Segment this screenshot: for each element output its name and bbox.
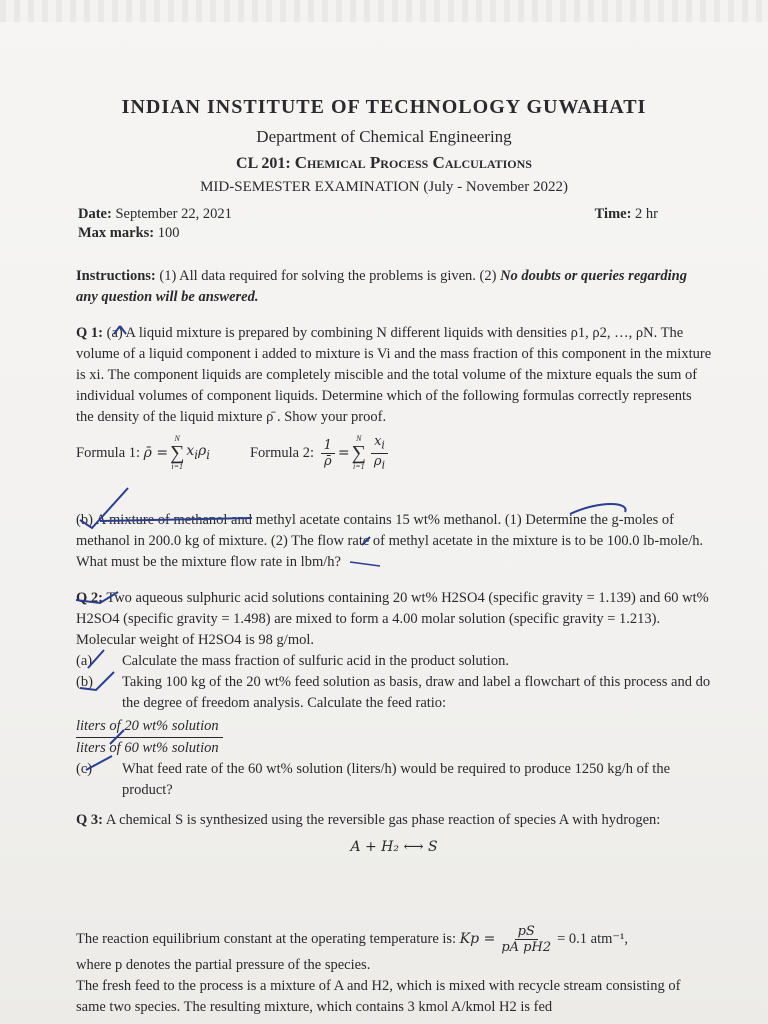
ratio-numerator: liters of 20 wt% solution <box>76 716 223 738</box>
kp-rhs: = 0.1 atm⁻¹, <box>557 931 629 947</box>
exam-meta <box>78 206 658 244</box>
q3-label: Q 3: <box>76 812 103 828</box>
partial-pressure-note: where p denotes the partial pressure of the species. <box>76 957 371 973</box>
question-3 <box>76 810 712 864</box>
q2-intro: Two aqueous sulphuric acid solutions containing 20 wt% H2SO4 (specific gravity = 1.139) and 60 wt% H2SO4 (specific gravity = 1.498) are mixed to form a 4.00 molar solution (specific gravity = 1.213). Molecular weight of H2SO4 is 98 g/mol. <box>76 590 709 648</box>
q2-c-text: What feed rate of the 60 wt% solution (liters/h) would be required to produce 1250 kg/h of the product? <box>122 761 671 798</box>
formula-2-label: Formula 2: <box>249 444 315 461</box>
exam-title: MID-SEMESTER EXAMINATION (July - November 2022) <box>200 179 568 195</box>
time-value: 2 hr <box>635 206 658 222</box>
top-edge-texture <box>0 0 768 22</box>
sum-symbol: N ∑ i=1 <box>351 434 366 472</box>
feed-ratio <box>76 716 223 759</box>
ratio-denominator: liters of 60 wt% solution <box>76 740 219 756</box>
kp-fraction <box>498 924 554 955</box>
kp-lhs: Kp = <box>459 931 496 947</box>
course-code: CL 201: <box>236 155 291 172</box>
kp-denominator: pA pH2 <box>501 940 552 955</box>
marks-value: 100 <box>157 225 180 241</box>
fresh-feed-text: The fresh feed to the process is a mixture of A and H2, which is mixed with recycle stream consisting of same two species. The resulting mixture, which contains 3 kmol A/kmol H2 is fed <box>76 978 681 1015</box>
time-line <box>595 206 658 223</box>
q2-b-tag: (b) <box>76 674 93 690</box>
q1-part-a: (a) A liquid mixture is prepared by combining N different liquids with densities ρ1, ρ2, …, ρN. The volume of a liquid component i added to mixture is Vi and the mass fraction of this component in the mixture is xi. The component liquids are completely miscible and the total volume of the mixture equals the sum of individual volumes of component liquids. Determine which of the following formulas correctly represents the density of the liquid mixture ρ̄ . Show your proof. <box>76 325 712 425</box>
course-name: Chemical Process Calculations <box>294 153 532 172</box>
formula-1-label: Formula 1: <box>76 444 141 461</box>
instructions-text: (1) All data required for solving the problems is given. (2) <box>159 268 497 284</box>
kp-numerator: pS <box>515 924 538 940</box>
q2-a-text: Calculate the mass fraction of sulfuric acid in the product solution. <box>122 653 509 669</box>
q1-part-b: (b) A mixture of methanol and methyl acetate contains 15 wt% methanol. (1) Determine the g-moles of methanol in 200.0 kg of mixture. (2) The flow rate of methyl acetate in the mixture is to be 100.0 lb-mole/h. What must be the mixture flow rate in lbm/h? <box>76 512 704 570</box>
exam-header <box>0 96 768 196</box>
reaction-equation: A + H₂ ⟷ S <box>350 839 438 855</box>
q1-label: Q 1: <box>76 325 103 341</box>
marks-label: Max marks: <box>78 225 155 241</box>
date-label: Date: <box>78 206 112 222</box>
q1-formulas <box>76 434 712 472</box>
instructions-label: Instructions: <box>76 268 156 284</box>
q2-b-text: Taking 100 kg of the 20 wt% feed solution as basis, draw and label a flowchart of this process and do the degree of freedom analysis. Calculate the feed ratio: <box>122 674 711 711</box>
instructions <box>76 266 712 308</box>
marks-line <box>78 225 180 242</box>
question-2 <box>76 588 712 801</box>
q2-item-c <box>76 759 712 801</box>
time-label: Time: <box>594 206 632 222</box>
formula-2: Formula 2: $\frac{1}{\rhō}$ = N ∑ i=1 $\frac{x_i}{\rho_i}$ <box>250 434 391 472</box>
q2-c-tag: (c) <box>76 761 93 777</box>
institute-name: INDIAN INSTITUTE OF TECHNOLOGY GUWAHATI <box>121 96 647 118</box>
course-title <box>0 153 768 173</box>
q2-item-a <box>76 651 712 672</box>
sum-symbol: N ∑ i=1 <box>170 434 185 472</box>
formula-1: Formula 1: ρ̄ = N ∑ i=1 $x_i\rho_i$ <box>76 434 210 472</box>
instructions-emphasis: No doubts or queries regarding any question will be answered. <box>76 268 687 305</box>
question-3-continued <box>76 920 712 1018</box>
date-line <box>78 206 232 223</box>
date-value: September 22, 2021 <box>115 206 232 222</box>
question-1 <box>76 323 712 472</box>
kp-text: The reaction equilibrium constant at the operating temperature is: <box>76 931 457 947</box>
q2-a-tag: (a) <box>76 653 93 669</box>
question-1-part-b <box>76 510 712 573</box>
department-name: Department of Chemical Engineering <box>256 127 512 146</box>
equilibrium-constant <box>76 924 712 955</box>
q2-label: Q 2: <box>76 590 103 606</box>
q2-item-b <box>76 672 712 714</box>
q3-intro: A chemical S is synthesized using the reversible gas phase reaction of species A with hydrogen: <box>105 812 661 828</box>
